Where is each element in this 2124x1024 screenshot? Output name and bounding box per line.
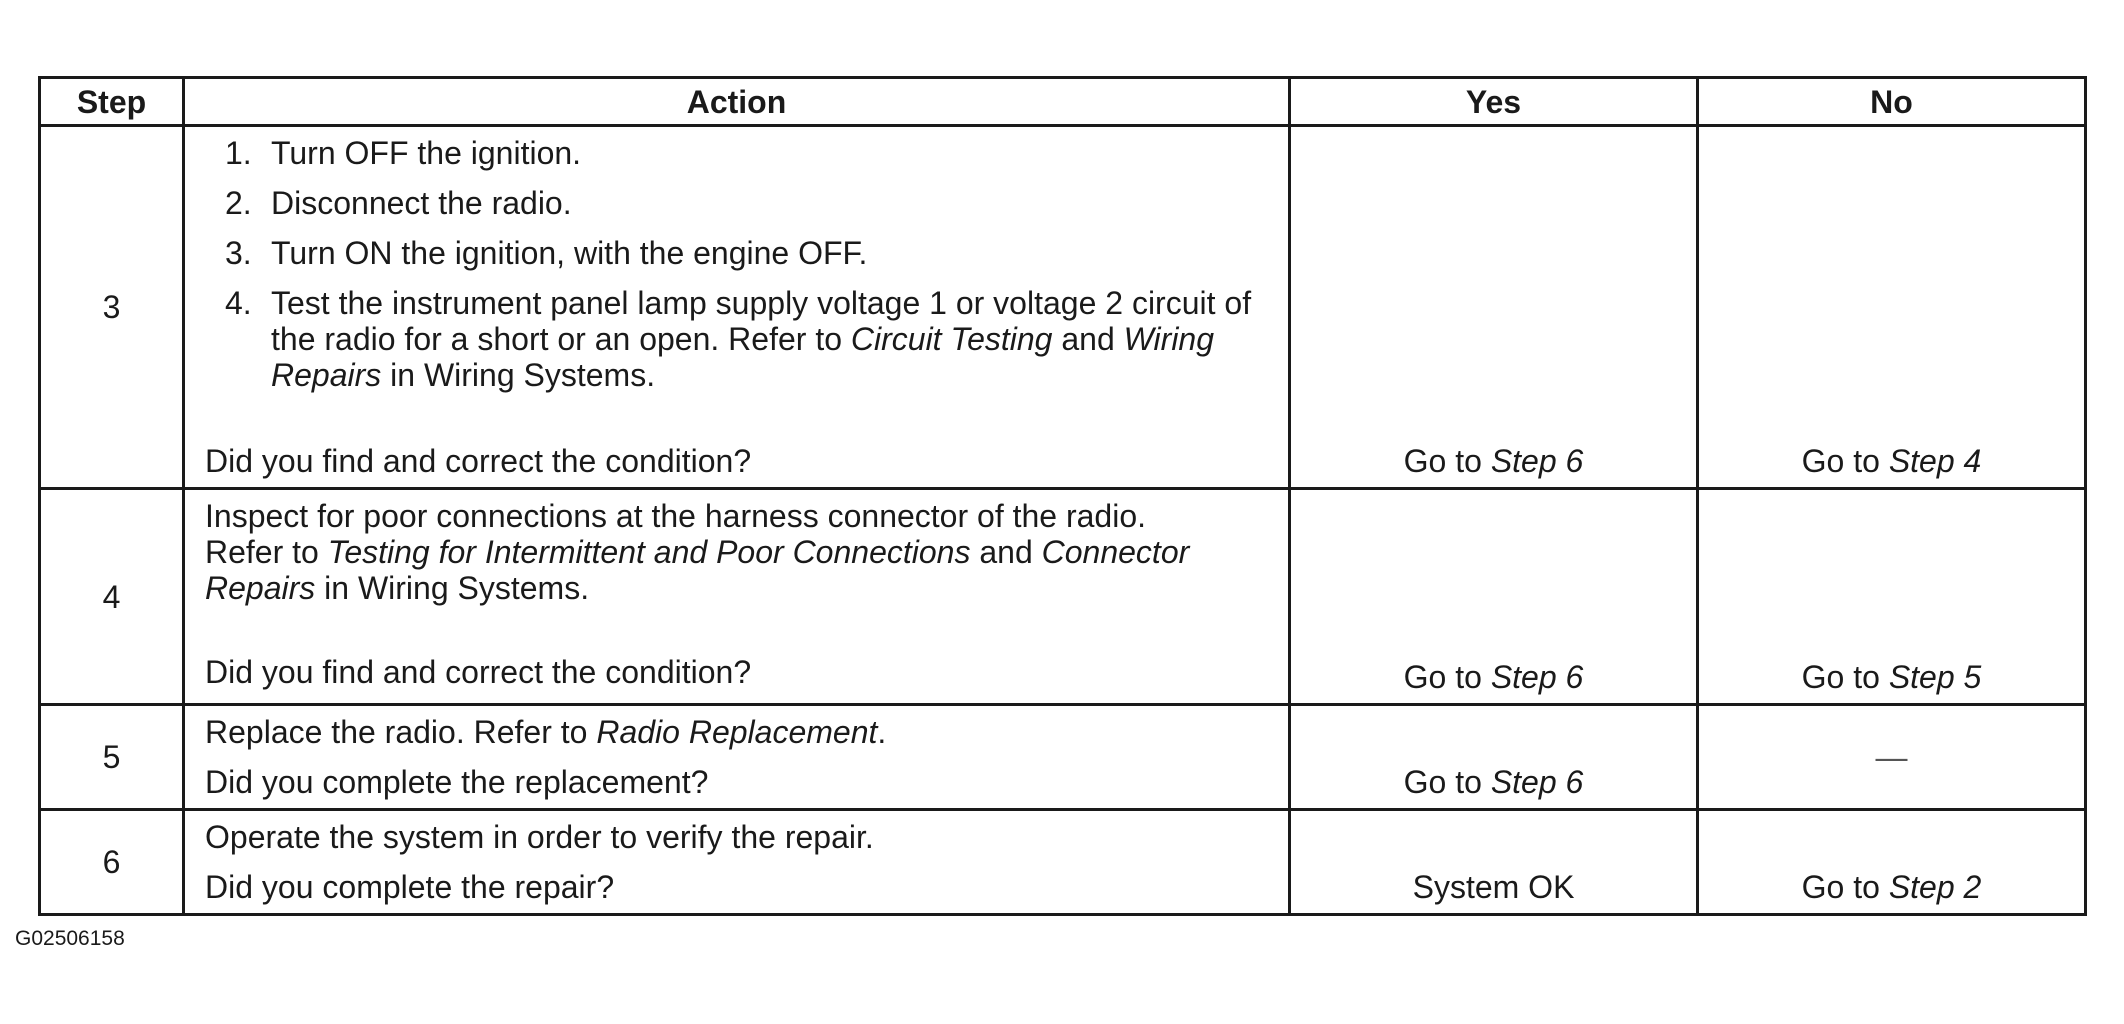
step-number: 4 xyxy=(40,489,184,705)
figure-id: G02506158 xyxy=(15,927,125,950)
no-cell: Go to Step 4 xyxy=(1698,126,2086,489)
list-item: 4. Test the instrument panel lamp supply voltage 1 or voltage 2 circuit of the radio for a short or an open. Refer to Circuit Testing and Wiring Repairs in Wiring Systems. xyxy=(225,285,1252,393)
reference-link: Connector Repairs xyxy=(205,534,1190,606)
yes-cell: Go to Step 6 xyxy=(1290,705,1698,810)
table-row xyxy=(40,705,2086,810)
action-cell: Inspect for poor connections at the harness connector of the radio. Refer to Testing for Intermittent and Poor Connections and Connector Repairs in Wiring Systems. Did you find and correct the condition? xyxy=(184,489,1290,705)
question-text: Did you complete the repair? xyxy=(205,869,615,905)
reference-link: Testing for Intermittent and Poor Connections xyxy=(327,534,971,570)
step-reference: Step 6 xyxy=(1490,764,1584,800)
step-reference: Step 2 xyxy=(1888,869,1982,905)
header-no: No xyxy=(1698,78,2086,126)
no-cell: Go to Step 2 xyxy=(1698,810,2086,915)
action-cell xyxy=(184,126,1290,489)
list-item: 2. Disconnect the radio. xyxy=(225,185,572,221)
table-row xyxy=(40,489,2086,705)
step-number: 6 xyxy=(40,810,184,915)
table-row xyxy=(40,810,2086,915)
action-cell: Replace the radio. Refer to Radio Replacement. Did you complete the replacement? xyxy=(184,705,1290,810)
table-row xyxy=(40,126,2086,489)
question-text: Did you find and correct the condition? xyxy=(205,654,752,690)
action-cell: Operate the system in order to verify the repair. Did you complete the repair? xyxy=(184,810,1290,915)
yes-cell: Go to Step 6 xyxy=(1290,126,1698,489)
question-text: Did you complete the replacement? xyxy=(205,764,709,800)
no-cell xyxy=(1698,705,2086,810)
reference-link: Wiring Repairs xyxy=(271,321,1215,393)
list-item: 1. Turn OFF the ignition. xyxy=(225,135,582,171)
diagnostic-table xyxy=(38,76,2087,916)
not-applicable-dash: — xyxy=(1875,739,1908,775)
substep-list xyxy=(205,135,1280,393)
header-row xyxy=(40,78,2086,126)
reference-link: Radio Replacement xyxy=(596,714,878,750)
header-yes: Yes xyxy=(1290,78,1698,126)
step-reference: Step 6 xyxy=(1490,443,1584,479)
question-text: Did you find and correct the condition? xyxy=(205,443,752,479)
reference-link: Circuit Testing xyxy=(850,321,1053,357)
list-item: 3. Turn ON the ignition, with the engine OFF. xyxy=(225,235,868,271)
header-step: Step xyxy=(40,78,184,126)
step-number: 3 xyxy=(40,126,184,489)
step-reference: Step 4 xyxy=(1888,443,1982,479)
step-reference: Step 5 xyxy=(1888,659,1982,695)
header-action: Action xyxy=(184,78,1290,126)
yes-cell: System OK xyxy=(1290,810,1698,915)
step-number: 5 xyxy=(40,705,184,810)
step-reference: Step 6 xyxy=(1490,659,1584,695)
yes-cell: Go to Step 6 xyxy=(1290,489,1698,705)
no-cell: Go to Step 5 xyxy=(1698,489,2086,705)
